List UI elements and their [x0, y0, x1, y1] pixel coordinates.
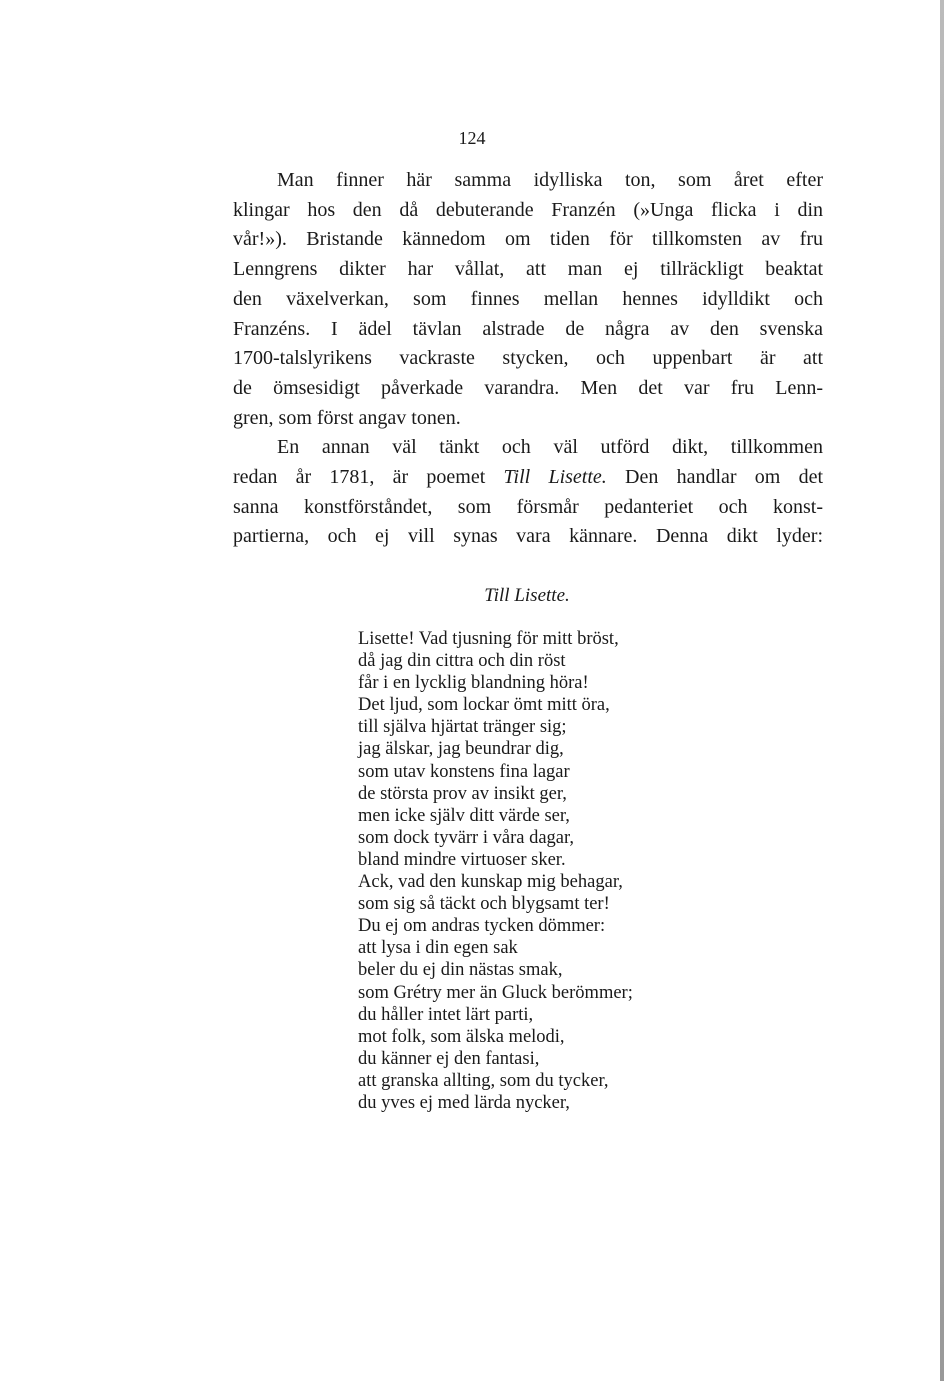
text-line: En annan väl tänkt och väl utförd dikt, tillkommen [277, 436, 823, 459]
poem [358, 628, 633, 1114]
text-line: partierna, och ej vill synas vara kännare. Denna dikt lyder: [233, 525, 823, 548]
poem-line: du känner ej den fantasi, [358, 1048, 540, 1069]
poem-line: som utav konstens fina lagar [358, 761, 570, 782]
poem-line: att granska allting, som du tycker, [358, 1070, 609, 1091]
text-line: klingar hos den då debuterande Franzén (»Unga flicka i din [233, 198, 823, 221]
text-line: sanna konstförståndet, som försmår pedanteriet och konst- [233, 495, 823, 518]
poem-reference: Till Lisette. [503, 466, 607, 489]
poem-line: jag älskar, jag beundrar dig, [358, 739, 564, 760]
poem-line: mot folk, som älska melodi, [358, 1026, 565, 1047]
text-line: Man finner här samma idylliska ton, som året efter [277, 169, 823, 191]
page-edge-shadow [940, 0, 944, 1381]
poem-line: Du ej om andras tycken dömmer: [358, 916, 606, 937]
poem-line: bland mindre virtuoser sker. [358, 849, 566, 870]
page-number: 124 [458, 128, 486, 148]
poem-line: beler du ej din nästas smak, [358, 960, 563, 981]
poem-title: Till Lisette. [484, 585, 570, 606]
poem-line: som dock tyvärr i våra dagar, [358, 827, 575, 848]
text-fragment: Den handlar om det [625, 466, 824, 489]
poem-line: Ack, vad den kunskap mig behagar, [358, 872, 623, 893]
poem-line: du håller intet lärt parti, [358, 1004, 534, 1025]
text-line: Franzéns. I ädel tävlan alstrade de några av den svenska [233, 317, 823, 340]
poem-line: Det ljud, som lockar ömt mitt öra, [358, 695, 610, 716]
poem-line: men icke själv ditt värde ser, [358, 805, 570, 826]
paragraph-2 [233, 433, 823, 552]
poem-line: då jag din cittra och din röst [358, 651, 566, 672]
poem-line: till själva hjärtat tränger sig; [358, 717, 567, 738]
prose-body [233, 166, 823, 552]
text-line: vår!»). Bristande kännedom om tiden för tillkomsten av fru [233, 228, 823, 251]
text-line-mixed [233, 463, 823, 493]
text-line: 1700-talslyrikens vackraste stycken, och uppenbart är att [233, 347, 823, 370]
paragraph-1 [233, 166, 823, 433]
poem-line: de största prov av insikt ger, [358, 783, 567, 804]
poem-line: du yves ej med lärda nycker, [358, 1092, 570, 1113]
poem-line: som sig så täckt och blygsamt ter! [358, 894, 610, 915]
text-line: den växelverkan, som finnes mellan hennes idylldikt och [233, 287, 823, 310]
poem-line: får i en lycklig blandning höra! [358, 673, 589, 694]
text-line: gren, som först angav tonen. [233, 406, 461, 429]
poem-line: Lisette! Vad tjusning för mitt bröst, [358, 629, 619, 649]
poem-line: som Grétry mer än Gluck berömmer; [358, 982, 633, 1003]
text-fragment: redan år 1781, är poemet [233, 466, 486, 489]
text-line: de ömsesidigt påverkade varandra. Men det var fru Lenn- [233, 376, 823, 399]
poem-line: att lysa i din egen sak [358, 938, 518, 959]
text-line: Lenngrens dikter har vållat, att man ej tillräckligt beaktat [233, 258, 823, 281]
